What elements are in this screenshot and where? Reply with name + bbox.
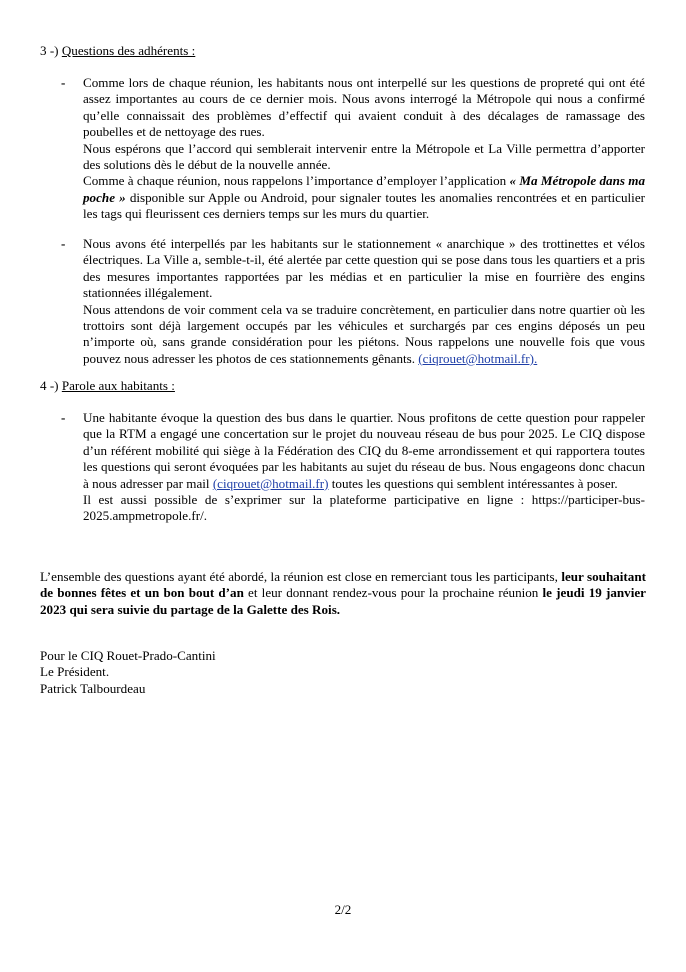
paragraph: Il est aussi possible de s’exprimer sur la plateforme participative en ligne : https://participer-bus-2025.ampmetropole.fr/. xyxy=(83,492,645,524)
text-run: Nous attendons de voir comment cela va se traduire concrètement, en particulier dans notre quartier où les trottoirs sont déjà largement occupés par les véhicules et surchargés par ces engins déposés un peu n’importe où, sans grande considération pour les piétons. Nous rappelons une nouvelle fois que vous pouvez nous adresser les photos de ces stationnements gênants. xyxy=(83,301,645,366)
signature-name: Patrick Talbourdeau xyxy=(40,680,146,696)
section-4-title: Parole aux habitants : xyxy=(61,378,175,393)
app-name: « Ma Métropole dans ma poche » xyxy=(83,173,645,205)
paragraph: Nous espérons que l’accord qui semblerait intervenir entre la Métropole et La Ville permettra d’apporter des solutions dès le début de la nouvelle année. xyxy=(83,140,645,173)
text-run: Une habitante évoque la question des bus dans le quartier. Nous profitons de cette question pour rappeler que la RTM a engagé une concertation sur le projet du nouveau réseau de bus pour 2025. Le CIQ dispose d’un référent mobilité qui siège à la Fédération des CIQ du 8-eme arrondissement et qui rapportera toutes les questions qui seront évoquées par les habitants au sujet du réseau de bus. Nous engageons donc chacun à nous adresser par mail xyxy=(83,410,645,491)
text-run: toutes les questions qui semblent intéressantes à poser. xyxy=(328,475,618,491)
page-number: 2/2 xyxy=(334,902,352,917)
signature-block xyxy=(40,648,216,697)
signature-organization: Pour le CIQ Rouet-Prado-Cantini xyxy=(40,648,216,663)
section-4-number: 4 -) xyxy=(40,378,59,393)
bullet-dash: - xyxy=(61,236,66,251)
text-run: L’ensemble des questions ayant été abordé, la réunion est close en remerciant tous les participants, xyxy=(40,569,562,584)
bold-text: leur souhaitant de bonnes fêtes et un bon bout d’an xyxy=(40,569,646,601)
text-run: et leur donnant rendez-vous pour la prochaine réunion xyxy=(243,585,543,601)
bullet-dash: - xyxy=(61,75,66,90)
signature-role: Le Président. xyxy=(40,664,110,680)
section-4-item-1 xyxy=(83,410,645,525)
text-run: Comme à chaque réunion, nous rappelons l’importance d’employer l’application xyxy=(83,173,510,189)
paragraph xyxy=(83,173,645,222)
section-4-heading xyxy=(40,378,175,394)
section-3-heading xyxy=(40,43,195,59)
section-3-title: Questions des adhérents : xyxy=(61,43,196,58)
paragraph xyxy=(83,410,645,492)
paragraph xyxy=(40,569,646,618)
closing-paragraph xyxy=(40,569,646,618)
bold-text: le jeudi 19 janvier 2023 qui sera suivie du partage de la Galette des Rois. xyxy=(40,585,646,617)
paragraph: Comme lors de chaque réunion, les habitants nous ont interpellé sur les questions de propreté qui ont été assez importantes au cours de ce dernier mois. Nous avons interrogé la Métropole qui nous a confirmé qu’elle connaissait des problèmes d’effectif qui avaient conduit à des décalages de ramassage des poubelles et de nettoyage des rues. xyxy=(83,75,645,140)
paragraph: Nous avons été interpellés par les habitants sur le stationnement « anarchique » des trottinettes et vélos électriques. La Ville a, semble-t-il, été alertée par cette question qui se pose dans tous les quartiers et a pris des mesures importantes rapportées par les médias et en particulier la mise en fourrière des engins stationnées illégalement. xyxy=(83,236,645,301)
text-run: disponible sur Apple ou Android, pour signaler toutes les anomalies rencontrées et en particulier les tags qui fleurissent ces derniers temps sur les murs du quartier. xyxy=(83,189,645,222)
email-link[interactable]: (ciqrouet@hotmail.fr) xyxy=(212,475,329,491)
email-link[interactable]: (ciqrouet@hotmail.fr). xyxy=(418,350,538,366)
bullet-dash: - xyxy=(61,410,66,425)
section-3-item-1 xyxy=(83,75,645,223)
section-3-item-2 xyxy=(83,236,645,367)
section-3-number: 3 -) xyxy=(40,43,59,58)
paragraph xyxy=(83,302,645,368)
